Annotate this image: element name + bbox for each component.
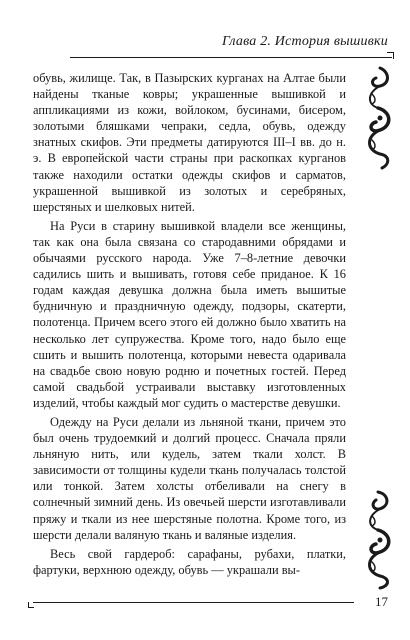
chapter-title: Глава 2. История вышивки	[222, 34, 388, 49]
page-number: 17	[375, 594, 388, 609]
swirl-ornament-bottom-icon	[350, 488, 396, 592]
paragraph-4: Весь свой гардероб: сарафаны, рубахи, платки, фартуки, верхнюю одежду, обувь — украшали вы-	[33, 546, 346, 577]
paragraph-2: На Руси в старину вышивкой владели все женщины, так как она была связана со стародавними обрядами и обычаями русского народа. Уже 7–8-летние девочки садились шить и вышивать, готовя себе приданое. К 16 годам каждая девушка должна была иметь вышитые будничную и праздничную одежду, подзоры, скатерти, полотенца. Причем всего этого ей должно было хватить на несколько лет супружества. Кроме того, надо было еще сшить и вышить полотенца, которыми невеста одаривала на свадьбе свою новую родню и почетных гостей. Перед самой свадьбой устраивали выставку изготовленных изделий, чтобы каждый мог судить о мастерстве девушки.	[33, 218, 346, 410]
header-rule	[70, 57, 392, 58]
paragraph-3: Одежду на Руси делали из льняной ткани, причем это был очень трудоемкий и долгий процесс. Сначала пряли льняную нить, или кудель, затем ткали холст. В зависимости от толщины кудели ткань получалась толстой или тонкой. Затем холсты отбеливали на снегу в солнечный зимний день. Из овечьей шерсти изготавливали пряжу и ткали из нее шерстяные полотна. Кроме того, из шерсти делали валяную ткань и валяные изделия.	[33, 414, 346, 542]
header-rule-corner	[387, 52, 394, 59]
footer-rule-corner	[28, 602, 34, 608]
swirl-ornament-top-icon	[350, 64, 396, 172]
running-header	[0, 0, 410, 70]
paragraph-1: обувь, жилище. Так, в Пазырских курганах на Алтае были найдены тканые ковры; украшенные вышивкой и аппликациями из кожи, войлоком, бусинами, бисером, золотыми бляшками чепраки, седла, обувь, одежду знатных скифов. Эти предметы датируются III–I вв. до н. э. В европейской части страны при раскопках курганов также находили остатки одежды скифов и сарматов, украшенной вышивкой из золотых и серебряных, шерстяных и шелковых нитей.	[33, 71, 346, 214]
body-text	[33, 70, 346, 578]
footer-rule	[33, 602, 354, 603]
